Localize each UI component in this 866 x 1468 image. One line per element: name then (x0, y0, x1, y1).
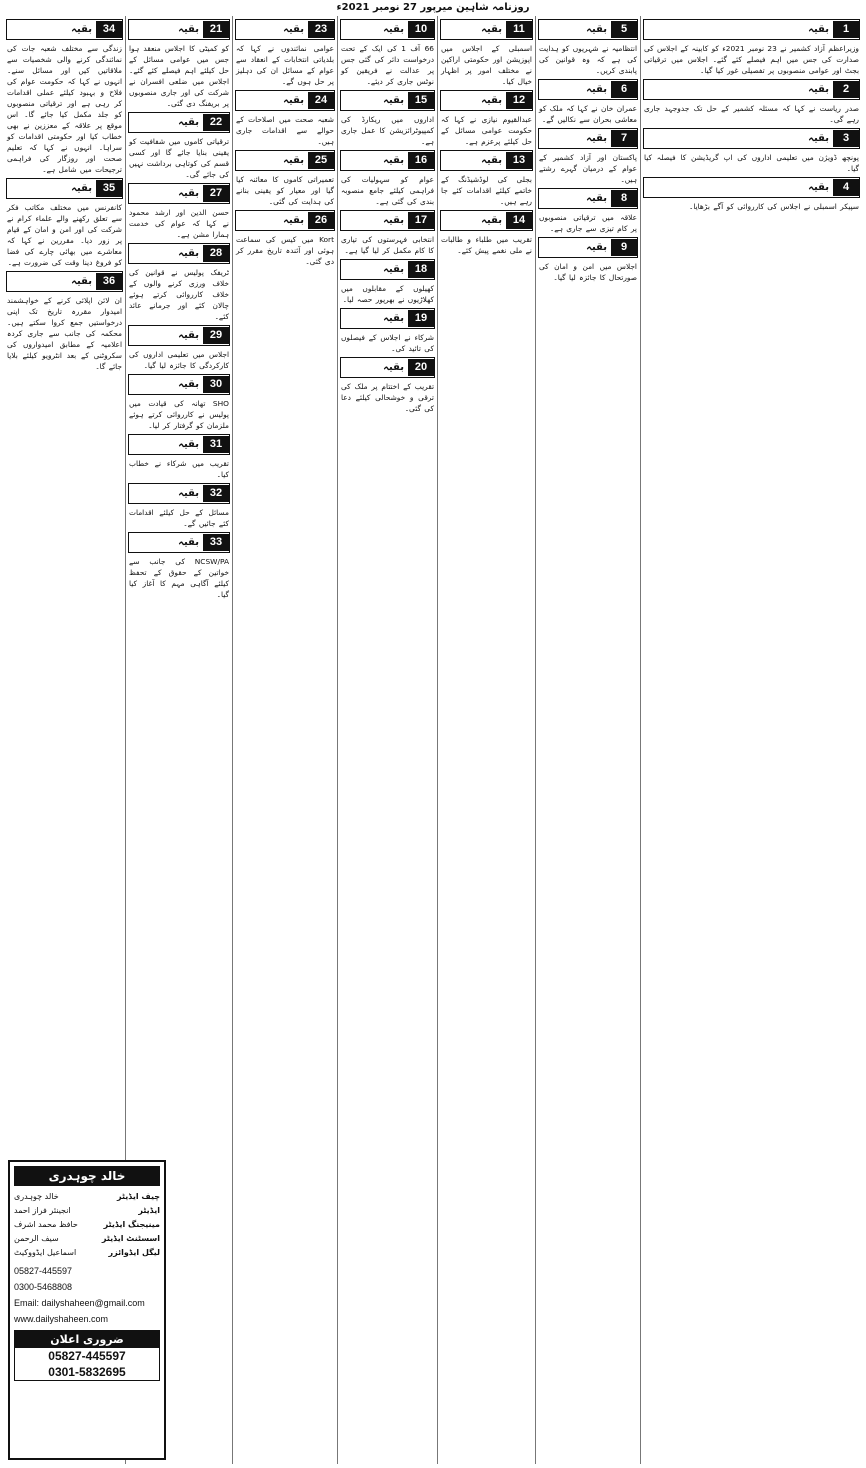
continuation-number: 32 (203, 485, 229, 502)
notice-phone-2: 0301-5832695 (48, 1365, 126, 1379)
article-text: SHO تھانہ کی قیادت میں پولیس نے کارروائی کرتے ہوئے ملزمان کو گرفتار کر لیا۔ (129, 399, 229, 430)
continuation-number: 1 (833, 21, 859, 38)
continuation-label: بقیہ (481, 95, 502, 106)
continuation-number: 5 (611, 21, 637, 38)
article-text: عبدالقیوم نیازی نے کہا کہ حکومت عوامی مسائل کے حل کیلئے پرعزم ہے۔ (441, 115, 532, 146)
continuation-number: 20 (408, 359, 434, 376)
continuation-header (128, 532, 230, 553)
imprint-role-title: چیف ایڈیٹر (117, 1192, 160, 1201)
continuation-header (340, 357, 435, 378)
continuation-header (643, 79, 860, 100)
continuation-label: بقیہ (283, 95, 304, 106)
notice-title: ضروری اعلان (15, 1331, 159, 1348)
imprint-box (8, 1160, 166, 1460)
continuation-header (128, 483, 230, 504)
publisher-name: خالد چوہدری (14, 1166, 160, 1186)
contact-phone-1: 05827-445597 (14, 1266, 73, 1276)
imprint-role-value: خالد چوہدری (14, 1192, 59, 1201)
article-text: انتظامیہ نے شہریوں کو ہدایت کی ہے کہ وہ قوانین کی پابندی کریں۔ (539, 44, 637, 75)
continuation-number: 6 (611, 81, 637, 98)
continuation-number: 21 (203, 21, 229, 38)
continuation-number: 25 (308, 152, 334, 169)
continuation-number: 35 (96, 180, 122, 197)
continuation-number: 17 (408, 212, 434, 229)
article-text: شعبہ صحت میں اصلاحات کے حوالے سے اقدامات جاری ہیں۔ (236, 115, 334, 146)
continuation-label: بقیہ (383, 24, 404, 35)
news-column (641, 16, 862, 1464)
imprint-role-value: سیف الرحمن (14, 1234, 59, 1243)
imprint-role-value: اسماعیل ایڈووکیٹ (14, 1248, 77, 1257)
continuation-label: بقیہ (178, 248, 199, 259)
continuation-label: بقیہ (808, 133, 829, 144)
continuation-header (340, 259, 435, 280)
continuation-number: 18 (408, 261, 434, 278)
continuation-header (440, 19, 533, 40)
continuation-number: 7 (611, 130, 637, 147)
continuation-number: 10 (408, 21, 434, 38)
continuation-header (340, 150, 435, 171)
continuation-label: بقیہ (383, 264, 404, 275)
continuation-number: 34 (96, 21, 122, 38)
continuation-label: بقیہ (481, 155, 502, 166)
imprint-role-value: انجینئر فراز احمد (14, 1206, 71, 1215)
continuation-header (340, 210, 435, 231)
continuation-number: 30 (203, 376, 229, 393)
notice-phone-1: 05827-445597 (48, 1349, 126, 1363)
article-text: اسمبلی کے اجلاس میں اپوزیشن اور حکومتی اراکین نے مختلف امور پر اظہار خیال کیا۔ (441, 44, 532, 86)
continuation-number: 24 (308, 92, 334, 109)
article-text: کانفرنس میں مختلف مکاتب فکر سے تعلق رکھنے والے علماء کرام نے شرکت کی اور امن و امان کے قیام پر زور دیا۔ مقررین نے کہا کہ معاشرے میں بھائی چارے کی فضا کو فروغ دینا وقت کی ضرورت ہے۔ (7, 203, 122, 267)
continuation-label: بقیہ (586, 24, 607, 35)
continuation-number: 13 (506, 152, 532, 169)
continuation-label: بقیہ (586, 193, 607, 204)
continuation-label: بقیہ (383, 155, 404, 166)
continuation-header (538, 79, 638, 100)
continuation-label: بقیہ (383, 362, 404, 373)
article-text: پونچھ ڈویژن میں تعلیمی اداروں کی اپ گریڈیشن کا فیصلہ کیا گیا۔ (644, 153, 859, 173)
article-text: وزیراعظم آزاد کشمیر نے 23 نومبر 2021ء کو کابینہ کے اجلاس کی صدارت کی جس میں اہم فیصلے کئے گئے۔ اجلاس میں ترقیاتی بجٹ اور عوامی منصوبوں پر تفصیلی غور کیا گیا۔ (644, 44, 859, 75)
continuation-label: بقیہ (178, 537, 199, 548)
article-text: پاکستان اور آزاد کشمیر کے عوام کے درمیان گہرے رشتے ہیں۔ (539, 153, 637, 184)
continuation-header (235, 19, 335, 40)
continuation-header (235, 210, 335, 231)
continuation-header (538, 128, 638, 149)
continuation-number: 33 (203, 534, 229, 551)
continuation-label: بقیہ (71, 183, 92, 194)
article-text: انتخابی فہرستوں کی تیاری کا کام مکمل کر لیا گیا ہے۔ (341, 235, 434, 255)
continuation-label: بقیہ (71, 24, 92, 35)
continuation-label: بقیہ (178, 488, 199, 499)
continuation-header (643, 177, 860, 198)
continuation-label: بقیہ (481, 215, 502, 226)
article-text: اداروں میں ریکارڈ کی کمپیوٹرائزیشن کا عمل جاری ہے۔ (341, 115, 434, 146)
article-text: بجلی کی لوڈشیڈنگ کے خاتمے کیلئے اقدامات کئے جا رہے ہیں۔ (441, 175, 532, 206)
continuation-label: بقیہ (178, 117, 199, 128)
continuation-number: 27 (203, 185, 229, 202)
continuation-number: 14 (506, 212, 532, 229)
news-column (338, 16, 438, 1464)
continuation-label: بقیہ (178, 24, 199, 35)
article-text: تعمیراتی کاموں کا معائنہ کیا گیا اور معیار کو یقینی بنانے کی ہدایت کی گئی۔ (236, 175, 334, 206)
continuation-label: بقیہ (808, 182, 829, 193)
continuation-header (128, 112, 230, 133)
continuation-label: بقیہ (178, 379, 199, 390)
continuation-header (340, 90, 435, 111)
continuation-label: بقیہ (481, 24, 502, 35)
continuation-number: 36 (96, 273, 122, 290)
imprint-role-row (14, 1232, 160, 1246)
continuation-header (235, 90, 335, 111)
article-text: صدر ریاست نے کہا کہ مسئلہ کشمیر کے حل تک جدوجہد جاری رہے گی۔ (644, 104, 859, 124)
article-text: Kort میں کیس کی سماعت ہوئی اور آئندہ تاریخ مقرر کر دی گئی۔ (236, 235, 334, 266)
continuation-number: 3 (833, 130, 859, 147)
continuation-header (235, 150, 335, 171)
continuation-number: 16 (408, 152, 434, 169)
article-text: سپیکر اسمبلی نے اجلاس کی کارروائی کو آگے بڑھایا۔ (689, 202, 859, 211)
article-text: تقریب کے اختتام پر ملک کی ترقی و خوشحالی کیلئے دعا کی گئی۔ (341, 382, 434, 413)
imprint-role-title: لیگل ایڈوائزر (108, 1248, 160, 1257)
continuation-header (440, 90, 533, 111)
continuation-header (6, 19, 123, 40)
imprint-role-title: اسسٹنٹ ایڈیٹر (101, 1234, 160, 1243)
continuation-number: 29 (203, 327, 229, 344)
continuation-header (643, 19, 860, 40)
article-text: ان لائن اپلائی کرنے کے خواہشمند امیدوار مقررہ تاریخ تک اپنی درخواستیں جمع کروا سکتے ہیں۔ محکمہ کی جانب سے جاری کردہ اعلامیہ کے مطابق امیدواروں کی سکروٹنی کے بعد انٹرویو کیلئے بلایا جائے گا۔ (7, 296, 122, 371)
article-text: تقریب میں طلباء و طالبات نے ملی نغمے پیش کئے۔ (441, 235, 532, 255)
article-text: عوام کو سہولیات کی فراہمی کیلئے جامع منصوبہ بندی کی گئی ہے۔ (341, 175, 434, 206)
contact-web[interactable]: www.dailyshaheen.com (14, 1314, 109, 1324)
continuation-label: بقیہ (178, 330, 199, 341)
imprint-role-row (14, 1190, 160, 1204)
continuation-header (538, 188, 638, 209)
continuation-number: 22 (203, 114, 229, 131)
article-text: اجلاس میں تعلیمی اداروں کی کارکردگی کا جائزہ لیا گیا۔ (129, 350, 229, 370)
continuation-label: بقیہ (283, 24, 304, 35)
article-text: مسائل کے حل کیلئے اقدامات کئے جائیں گے۔ (129, 508, 229, 528)
continuation-header (128, 374, 230, 395)
continuation-label: بقیہ (178, 439, 199, 450)
continuation-number: 19 (408, 310, 434, 327)
continuation-header (538, 237, 638, 258)
notice-box (14, 1330, 160, 1381)
continuation-header (128, 434, 230, 455)
article-text: علاقہ میں ترقیاتی منصوبوں پر کام تیزی سے جاری ہے۔ (539, 213, 637, 233)
news-column (536, 16, 641, 1464)
continuation-number: 9 (611, 239, 637, 256)
imprint-role-row (14, 1246, 160, 1260)
continuation-label: بقیہ (383, 215, 404, 226)
continuation-header (643, 128, 860, 149)
news-column (233, 16, 338, 1464)
continuation-label: بقیہ (586, 84, 607, 95)
continuation-number: 2 (833, 81, 859, 98)
continuation-number: 26 (308, 212, 334, 229)
continuation-label: بقیہ (283, 215, 304, 226)
continuation-number: 15 (408, 92, 434, 109)
continuation-header (128, 243, 230, 264)
continuation-number: 11 (506, 21, 532, 38)
article-text: حسن الدین اور ارشد محمود نے کہا کہ عوام کی خدمت ہمارا مشن ہے۔ (129, 208, 229, 239)
continuation-header (538, 19, 638, 40)
continuation-header (340, 308, 435, 329)
continuation-number: 31 (203, 436, 229, 453)
continuation-label: بقیہ (586, 133, 607, 144)
imprint-role-title: مینیجنگ ایڈیٹر (103, 1220, 160, 1229)
article-text: کھیلوں کے مقابلوں میں کھلاڑیوں نے بھرپور حصہ لیا۔ (341, 284, 434, 304)
article-text: NCSW/PA کی جانب سے خواتین کے حقوق کے تحفظ کیلئے آگاہی مہم کا آغاز کیا گیا۔ (129, 557, 229, 599)
continuation-label: بقیہ (283, 155, 304, 166)
masthead: روزنامہ شاہین میرپور 27 نومبر 2021ء (336, 2, 530, 13)
contact-phone-2: 0300-5468808 (14, 1282, 73, 1292)
article-text: 66 آف 1 کی ایک کے تحت درخواست دائر کی گئی جس پر عدالت نے فریقین کو نوٹس جاری کر دیئے۔ (341, 44, 434, 86)
article-text: اجلاس میں امن و امان کی صورتحال کا جائزہ لیا گیا۔ (539, 262, 637, 282)
continuation-label: بقیہ (383, 95, 404, 106)
continuation-header (128, 183, 230, 204)
continuation-number: 23 (308, 21, 334, 38)
article-text: زندگی سے مختلف شعبہ جات کی نمائندگی کرنے والی شخصیات سے ملاقاتیں کیں اور مسائل سنے۔ انہوں نے کہا کہ حکومت عوام کی فلاح و بہبود کیلئے عملی اقدامات کر رہی ہے اور ترقیاتی منصوبوں کو جلد مکمل کیا جائے گا۔ اس موقع پر علاقہ کے معززین نے بھی خطاب کیا اور حکومتی اقدامات کو سراہا۔ انہوں نے کہا کہ تعلیم صحت اور روزگار کی فراہمی ترجیحات میں شامل ہے۔ (7, 44, 122, 174)
continuation-label: بقیہ (808, 24, 829, 35)
continuation-number: 8 (611, 190, 637, 207)
continuation-number: 28 (203, 245, 229, 262)
imprint-role-row (14, 1218, 160, 1232)
continuation-label: بقیہ (586, 242, 607, 253)
continuation-header (6, 178, 123, 199)
continuation-header (440, 150, 533, 171)
article-text: عمران خان نے کہا کہ ملک کو معاشی بحران سے نکالیں گے۔ (539, 104, 637, 124)
continuation-label: بقیہ (383, 313, 404, 324)
article-text: ٹریفک پولیس نے قوانین کی خلاف ورزی کرنے والوں کے خلاف کارروائی کرتے ہوئے چالان کئے اور جرمانے عائد کئے۔ (129, 268, 229, 321)
contact-email[interactable]: Email: dailyshaheen@gmail.com (14, 1298, 145, 1308)
news-column (438, 16, 536, 1464)
continuation-label: بقیہ (71, 276, 92, 287)
continuation-label: بقیہ (808, 84, 829, 95)
article-text: کو کمیٹی کا اجلاس منعقد ہوا جس میں عوامی مسائل کے حل کیلئے اہم فیصلے کئے گئے۔ اجلاس میں ضلعی افسران نے شرکت کی اور جاری منصوبوں پر بریفنگ دی گئی۔ (129, 44, 229, 108)
continuation-header (340, 19, 435, 40)
article-text: ترقیاتی کاموں میں شفافیت کو یقینی بنایا جائے گا اور کسی قسم کی کوتاہی برداشت نہیں کی جائے گی۔ (129, 137, 229, 179)
continuation-header (128, 19, 230, 40)
article-text: عوامی نمائندوں نے کہا کہ بلدیاتی انتخابات کے انعقاد سے عوام کے مسائل ان کی دہلیز پر حل ہوں گے۔ (236, 44, 334, 86)
article-text: تقریب میں شرکاء نے خطاب کیا۔ (129, 459, 229, 479)
continuation-number: 4 (833, 179, 859, 196)
article-text: شرکاء نے اجلاس کے فیصلوں کی تائید کی۔ (341, 333, 434, 353)
continuation-header (6, 271, 123, 292)
continuation-header (128, 325, 230, 346)
continuation-label: بقیہ (178, 188, 199, 199)
imprint-role-title: ایڈیٹر (138, 1206, 160, 1215)
imprint-role-value: حافظ محمد اشرف (14, 1220, 78, 1229)
continuation-header (440, 210, 533, 231)
continuation-number: 12 (506, 92, 532, 109)
imprint-role-row (14, 1204, 160, 1218)
